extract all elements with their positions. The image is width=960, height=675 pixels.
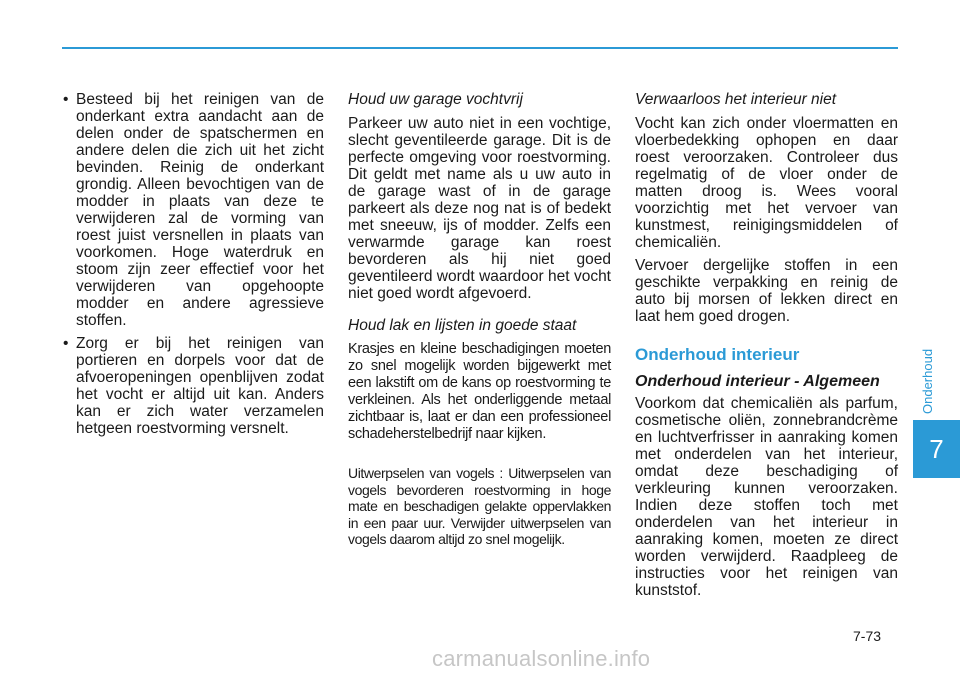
subheading-paint: Houd lak en lijsten in goede staat [348,317,577,334]
paragraph-paint: Krasjes en kleine beschadigingen moeten zo snel mogelijk worden bijgewerkt met een lakstift om de kans op roestvorming te verkleinen. Als het onderliggende metaal zichtbaar is, laat er dan een professioneel schadeherstelbedrijf naar kijken. [348,341,611,442]
watermark: carmanualsonline.info [432,646,651,671]
list-item [62,91,324,329]
list-item [62,335,324,437]
chapter-label [918,336,944,414]
paragraph-moisture: Vocht kan zich onder vloermatten en vloerbedekking ophopen en daar roest veroorzaken. Controleer dus regelmatig of de vloer onder de matten droog is. Wees vooral voorzichtig met het vervoer van kunstmest, reinigingsmiddelen of chemicaliën. [635,115,898,251]
chapter-label-text: Onderhoud [920,348,935,414]
paragraph-bird-droppings: Uitwerpselen van vogels : Uitwerpselen van vogels bevorderen roestvorming in hoge mate en beschadigen gelakte oppervlakken in een paar uur. Verwijder uitwerpselen van vogels daarom altijd zo snel mogelijk. [348,465,611,547]
column-3 [635,91,898,605]
paragraph-garage: Parkeer uw auto niet in een vochtige, slecht geventileerde garage. Dit is de perfecte omgeving voor roestvorming. Dit geldt met name als u uw auto in de garage wast of in de garage parkeert als deze nog nat is of bedekt met sneeuw, ijs of modder. Zelfs een verwarmde garage kan roest bevorderen als hij niet goed geventileerd wordt waardoor het vocht niet goed wordt afgevoerd. [348,115,611,302]
header-rule [62,47,898,49]
bullet-icon: • [63,91,69,108]
chapter-tab[interactable] [913,420,960,478]
section-heading: Onderhoud interieur [635,345,800,364]
list-item-text: Besteed bij het reinigen van de onderkant extra aandacht aan de delen onder de spatschermen en andere delen die zich uit het zicht bevinden. Reinig de onderkant grondig. Alleen bevochtigen van de modder in plaats van deze te verwijderen zal de vorming van roest juist versnellen in plaats van voorkomen. Hoge waterdruk en stoom zijn zeer effectief voor het verwijderen van opgehoopte modder en andere agressieve stoffen. [76,91,324,329]
column-1 [62,91,324,443]
bullet-list [62,91,324,437]
bullet-icon: • [63,335,69,352]
subheading-interior: Verwaarloos het interieur niet [635,91,837,108]
list-item-text: Zorg er bij het reinigen van portieren en dorpels voor dat de afvoeropeningen openblijven zodat het vocht er altijd uit kan. Anders kan er zich water verzamelen hetgeen roestvorming versnelt. [76,335,324,437]
page-number: 7-73 [853,628,882,644]
subsection-heading: Onderhoud interieur - Algemeen [635,373,880,390]
chapter-number: 7 [929,434,944,464]
column-2 [348,91,611,554]
subheading-garage: Houd uw garage vochtvrij [348,91,523,108]
paragraph-chemicals: Voorkom dat chemicaliën als parfum, cosmetische oliën, zonnebrandcrème en luchtverfrisser in aanraking komen met onderdelen van het interieur, omdat deze beschadiging of verkleuring kunnen veroorzaken. Indien deze stoffen toch met onderdelen van het interieur in aanraking komen, moeten ze direct worden verwijderd. Raadpleeg de instructies voor het reinigen van kunststof. [635,395,898,599]
paragraph-transport: Vervoer dergelijke stoffen in een geschikte verpakking en reinig de auto bij morsen of lekken direct en laat hem goed drogen. [635,257,898,325]
